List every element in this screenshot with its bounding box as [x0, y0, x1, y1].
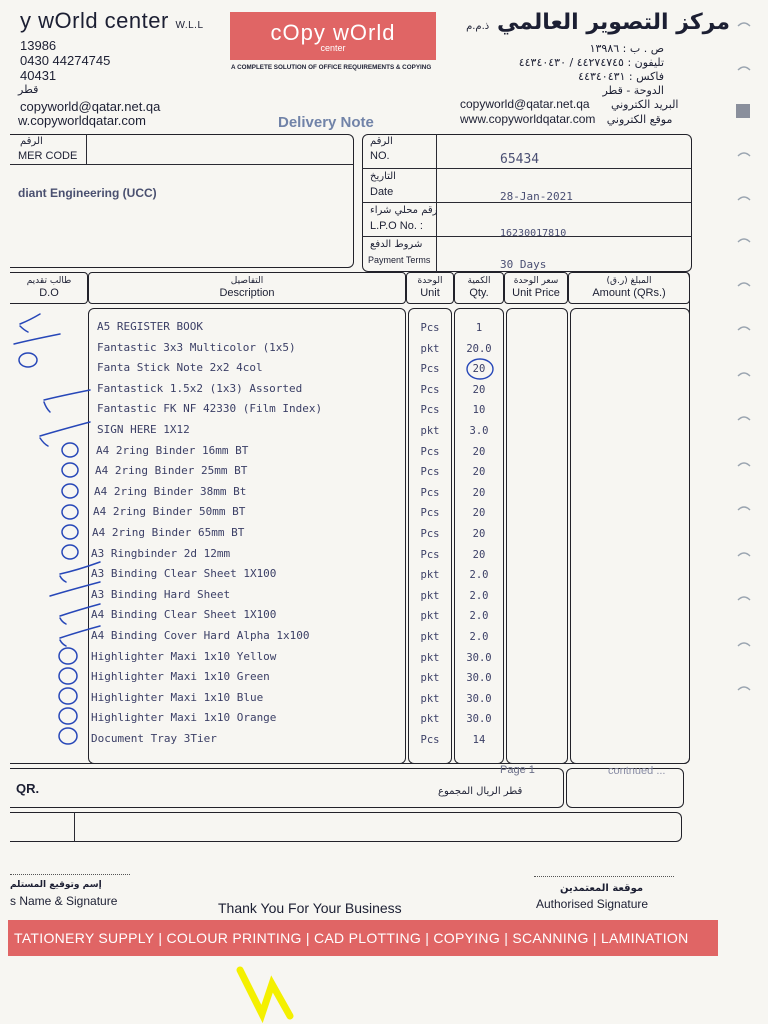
row-unit: pkt	[420, 672, 440, 685]
city-ar: قطر	[18, 83, 39, 96]
continued-indicator: contnued ...	[608, 765, 666, 777]
handwritten-ticks	[0, 300, 110, 780]
website-label-ar: موقع الكتروني	[606, 113, 673, 126]
customer-name: diant Engineering (UCC)	[18, 186, 157, 200]
header-unit-text	[406, 275, 454, 299]
row-qty: 2.0	[469, 631, 489, 643]
tick-mark	[20, 314, 40, 332]
row-description: A4 2ring Binder 16mm BT	[96, 443, 249, 457]
row-unit: Pcs	[420, 466, 440, 479]
row-qty: 20	[472, 486, 486, 499]
row-unit: Pcs	[420, 734, 440, 746]
company-legal-suffix-ar: ذ.م.م	[466, 21, 490, 32]
terms-value: 30 Days	[500, 258, 547, 271]
company-name-en	[20, 8, 204, 34]
header-amount-ar: المبلغ (ر.ق)	[606, 276, 652, 286]
ink-circle	[62, 505, 78, 519]
tick-mark	[50, 582, 100, 596]
row-description: A4 Binding Clear Sheet 1X100	[91, 608, 277, 622]
header-description-en: Description	[219, 287, 275, 299]
fax-ar: فاكس : ٤٤٣٤٠٤٣١	[578, 70, 664, 83]
tick-mark	[60, 562, 100, 582]
row-unit: Pcs	[420, 322, 440, 334]
header-amount-text	[568, 275, 690, 299]
row-unit: Pcs	[420, 528, 440, 540]
authorised-label-en: Authorised Signature	[536, 897, 649, 911]
row-description: Highlighter Maxi 1x10 Blue	[91, 690, 264, 704]
ink-circle	[62, 463, 78, 477]
email-en: copyworld@qatar.net.qa	[20, 99, 161, 114]
row-description: Fantastick 1.5x2 (1x3) Assorted	[97, 381, 303, 395]
row-unit: Pcs	[420, 445, 440, 458]
website-row-right	[460, 112, 672, 126]
row-unit: Pcs	[420, 363, 440, 376]
row-unit: Pcs	[420, 383, 440, 396]
header-qty-ar: الكمية	[467, 276, 491, 286]
punch-holes	[730, 0, 760, 960]
email-label-ar: البريد الكتروني	[610, 98, 679, 111]
customer-code-label-en: MER CODE	[18, 150, 78, 162]
row-unit: pkt	[420, 651, 440, 664]
date-label-en: Date	[370, 186, 394, 198]
company-name-text: y wOrld center	[20, 8, 169, 33]
company-name-ar-text: مركز التصوير العالمي	[496, 10, 730, 35]
row-unit: Pcs	[420, 507, 440, 520]
header-unit-price-en: Unit Price	[512, 287, 560, 299]
row-qty: 20	[472, 548, 486, 561]
row-description: A5 REGISTER BOOK	[97, 320, 203, 333]
row-qty: 20	[472, 445, 486, 458]
lpo-label-en: L.P.O No. :	[370, 220, 423, 232]
row-unit: pkt	[420, 610, 440, 623]
receiver-label-en: s Name & Signature	[10, 894, 118, 908]
row-qty: 20.0	[466, 342, 492, 355]
email-row-right	[460, 97, 678, 111]
row-description: Highlighter Maxi 1x10 Green	[91, 670, 270, 684]
ink-circle	[19, 353, 37, 367]
row-unit: pkt	[420, 425, 440, 437]
header-description-text	[88, 275, 406, 299]
terms-label-ar: شروط الدفع	[370, 239, 423, 250]
header-do-ar: طالب تقديم	[26, 276, 72, 286]
row-qty: 2.0	[469, 589, 489, 602]
services-banner	[8, 920, 718, 956]
row-qty: 10	[472, 404, 486, 417]
row-qty: 30.0	[466, 692, 492, 705]
header-do-en: D.O	[39, 287, 59, 299]
ink-circle	[59, 728, 77, 744]
row-qty: 2.0	[469, 610, 489, 623]
customer-code-label-ar: الرقم	[20, 136, 43, 147]
date-label-ar: التاريخ	[370, 171, 396, 182]
row-description: Highlighter Maxi 1x10 Orange	[91, 711, 277, 725]
row-unit: pkt	[420, 569, 440, 582]
phone-en: 0430 44274745	[20, 53, 111, 68]
row-qty: 30.0	[466, 713, 492, 726]
tick-mark	[14, 334, 60, 344]
header-do-text	[10, 275, 88, 299]
lpo-label-ar: رقم محلي شراء	[370, 205, 438, 216]
authorised-label-ar: موقعة المعتمدين	[560, 883, 644, 894]
tick-mark	[40, 422, 90, 446]
ink-circle	[59, 708, 77, 724]
row-description: A3 Ringbinder 2d 12mm	[91, 546, 231, 560]
thank-you-note: Thank You For Your Business	[218, 900, 402, 916]
fax-en: 40431	[20, 68, 57, 83]
row-qty: 30.0	[466, 672, 492, 685]
row-description: Fantastic FK NF 42330 (Film Index)	[97, 402, 323, 416]
row-description: A4 2ring Binder 25mm BT	[95, 464, 248, 478]
row-qty: 20	[472, 528, 486, 540]
website-en: w.copyworldqatar.com	[18, 113, 146, 128]
header-description-ar: التفاصيل	[230, 276, 264, 286]
po-box-ar: ص . ب : ١٣٩٨٦	[589, 42, 664, 55]
header-unit-ar: الوحدة	[417, 276, 443, 286]
row-description: SIGN HERE 1X12	[97, 423, 190, 436]
row-description: Fanta Stick Note 2x2 4col	[97, 361, 263, 375]
row-qty: 20	[472, 507, 486, 520]
logo-subtext: center	[320, 43, 346, 53]
row-unit: pkt	[420, 631, 440, 643]
services-banner-text: TATIONERY SUPPLY | COLOUR PRINTING | CAD PLOTTING | COPYING | SCANNING | LAMINATION	[14, 930, 689, 946]
row-description: Document Tray 3Tier	[91, 732, 217, 745]
logo-wordmark: cOpy wOrld	[270, 20, 396, 45]
header-unit-price-text	[504, 275, 568, 299]
total-label-ar: قطر الريال المجموع	[438, 786, 523, 797]
row-description: Fantastic 3x3 Multicolor (1x5)	[97, 340, 296, 354]
tick-mark	[44, 390, 90, 412]
date-value: 28-Jan-2021	[500, 190, 573, 203]
header-qty-en: Qty.	[469, 287, 489, 299]
row-unit: Pcs	[420, 548, 440, 561]
ink-circle	[62, 525, 78, 539]
header-qty-text	[454, 275, 504, 299]
ink-circle	[59, 688, 77, 704]
row-qty: 20	[472, 363, 486, 376]
row-description: A3 Binding Hard Sheet	[91, 587, 231, 601]
row-unit: Pcs	[420, 404, 440, 417]
highlighter-mark	[232, 964, 302, 1024]
row-qty: 2.0	[469, 569, 489, 582]
ink-circle	[59, 648, 77, 664]
no-value: 65434	[500, 152, 540, 167]
ink-circle	[59, 668, 77, 684]
no-label-en: NO.	[370, 150, 390, 162]
ink-circle	[62, 545, 78, 559]
page-indicator: Page 1	[500, 764, 535, 776]
tick-mark	[60, 604, 100, 624]
row-qty: 1	[475, 322, 483, 334]
lpo-value: 16230017810	[500, 228, 567, 239]
company-name-ar	[466, 10, 730, 35]
document-title: Delivery Note	[278, 114, 374, 131]
header-unit-en: Unit	[420, 287, 440, 299]
row-description: A3 Binding Clear Sheet 1X100	[91, 567, 277, 581]
po-box-en: 13986	[20, 38, 57, 53]
row-description: A4 Binding Cover Hard Alpha 1x100	[91, 629, 310, 642]
row-description: A4 2ring Binder 50mm BT	[93, 505, 246, 519]
phone-ar: تليفون : ٤٤٢٧٤٧٤٥ / ٤٤٣٤٠٤٣٠	[518, 56, 664, 69]
header-unit-price-ar: سعر الوحدة	[513, 276, 559, 286]
row-unit: pkt	[420, 713, 440, 726]
email-value-right: copyworld@qatar.net.qa	[460, 97, 590, 111]
row-qty: 20	[472, 383, 486, 396]
qty-circle	[460, 354, 500, 384]
row-qty: 20	[472, 466, 486, 479]
terms-label-en: Payment Terms	[368, 255, 431, 265]
no-label-ar: الرقم	[370, 136, 393, 147]
row-unit: pkt	[420, 342, 440, 355]
website-value-right: www.copyworldqatar.com	[460, 112, 596, 126]
city-full-ar: الدوحة - قطر	[602, 84, 664, 97]
company-legal-suffix: W.L.L	[175, 20, 204, 31]
qr-label: QR.	[16, 781, 40, 796]
ink-circle	[62, 443, 78, 457]
row-unit: Pcs	[420, 486, 440, 499]
company-logo	[230, 12, 436, 60]
logo-tagline: A COMPLETE SOLUTION OF OFFICE REQUIREMENTS & COPYING	[231, 64, 432, 71]
row-qty: 30.0	[466, 651, 492, 664]
row-qty: 14	[472, 734, 486, 746]
amount-in-words-row	[10, 812, 682, 842]
row-description: Highlighter Maxi 1x10 Yellow	[91, 649, 277, 663]
row-description: A4 2ring Binder 38mm Bt	[94, 484, 247, 498]
row-unit: pkt	[420, 589, 440, 602]
ink-circle	[62, 484, 78, 498]
header-amount-en: Amount (QRs.)	[592, 287, 666, 299]
tick-mark	[60, 626, 100, 646]
receiver-label-ar: إسم وتوقيع المستلم	[10, 880, 102, 890]
row-description: A4 2ring Binder 65mm BT	[92, 526, 245, 539]
row-qty: 3.0	[469, 425, 489, 437]
row-unit: pkt	[420, 692, 440, 705]
